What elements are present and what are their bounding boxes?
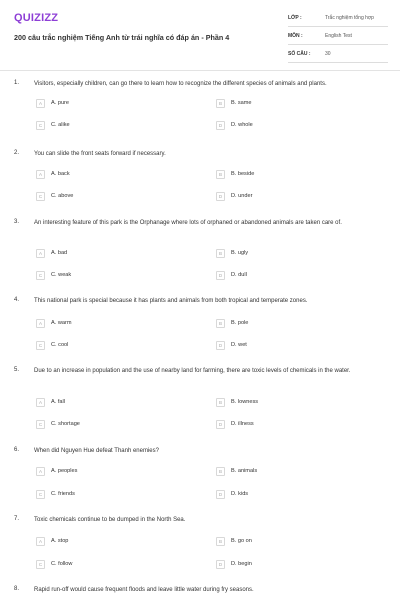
option-letter-box: A <box>36 467 45 476</box>
option-letter-box: C <box>36 192 45 201</box>
option-text: A. warm <box>51 319 72 326</box>
option-text: D. whole <box>231 121 253 128</box>
question-number: 5. <box>14 367 20 373</box>
option-text: B. animals <box>231 467 258 474</box>
option-text: D. kids <box>231 490 249 497</box>
question-number: 3. <box>14 219 20 225</box>
option-letter-box: B <box>216 99 225 108</box>
option-text: D. illness <box>231 420 254 427</box>
question-text: Toxic chemicals continue to be dumped in the North Sea. <box>34 517 186 523</box>
option-text: D. wet <box>231 341 247 348</box>
meta-row-class <box>288 12 388 27</box>
meta-value: Trắc nghiệm tổng hợp <box>325 15 374 21</box>
question-text: When did Nguyen Hue defeat Thanh enemies? <box>34 448 159 454</box>
option-text: B. same <box>231 99 252 106</box>
option-letter-box: C <box>36 420 45 429</box>
meta-row-count <box>288 48 388 63</box>
question-text: You can slide the front seats forward if necessary. <box>34 151 166 157</box>
option-text: D. begin <box>231 560 252 567</box>
option-letter-box: C <box>36 490 45 499</box>
option-letter-box: D <box>216 560 225 569</box>
option-text: B. beside <box>231 170 255 177</box>
option-letter-box: D <box>216 121 225 130</box>
question-number: 1. <box>14 80 20 86</box>
worksheet-header <box>0 0 400 66</box>
question-number: 8. <box>14 586 20 592</box>
option-letter-box: A <box>36 170 45 179</box>
question-text: An interesting feature of this park is the Orphanage where lots of orphaned or abandoned animals are taken care of. <box>34 220 342 226</box>
option-letter-box: D <box>216 341 225 350</box>
meta-table <box>288 12 388 66</box>
option-text: D. under <box>231 192 253 199</box>
quizizz-logo: QUIZIZZ <box>14 12 59 24</box>
option-text: C. follow <box>51 560 73 567</box>
option-text: A. fall <box>51 398 65 405</box>
page-title: 200 câu trắc nghiệm Tiếng Anh từ trái nghĩa có đáp án - Phần 4 <box>14 33 230 42</box>
meta-value: 30 <box>325 51 331 57</box>
meta-row-subject <box>288 30 388 45</box>
option-letter-box: C <box>36 341 45 350</box>
option-text: B. ugly <box>231 249 249 256</box>
question-text: Due to an increase in population and the use of nearby land for farming, there are toxic levels of chemicals in the water. <box>34 368 351 374</box>
option-text: C. alike <box>51 121 70 128</box>
question-number: 2. <box>14 150 20 156</box>
option-letter-box: B <box>216 398 225 407</box>
question-number: 6. <box>14 447 20 453</box>
option-text: A. back <box>51 170 70 177</box>
option-letter-box: B <box>216 467 225 476</box>
option-text: B. lowness <box>231 398 259 405</box>
option-letter-box: C <box>36 121 45 130</box>
option-text: C. shortage <box>51 420 80 427</box>
question-text: Rapid run-off would cause frequent floods and leave little water during fry seasons. <box>34 587 254 593</box>
option-letter-box: A <box>36 319 45 328</box>
option-letter-box: C <box>36 271 45 280</box>
meta-label: SỐ CÂU : <box>288 51 311 57</box>
option-letter-box: B <box>216 249 225 258</box>
option-letter-box: D <box>216 271 225 280</box>
option-letter-box: D <box>216 490 225 499</box>
option-letter-box: A <box>36 249 45 258</box>
option-letter-box: A <box>36 398 45 407</box>
option-letter-box: D <box>216 420 225 429</box>
option-letter-box: A <box>36 537 45 546</box>
option-letter-box: D <box>216 192 225 201</box>
question-text: This national park is special because it has plants and animals from both tropical and temperate zones. <box>34 298 308 304</box>
option-text: A. bad <box>51 249 68 256</box>
option-letter-box: B <box>216 537 225 546</box>
option-letter-box: B <box>216 319 225 328</box>
meta-value: English Test <box>325 33 352 39</box>
question-number: 7. <box>14 516 20 522</box>
option-text: B. go on <box>231 537 252 544</box>
question-text: Visitors, especially children, can go there to learn how to recognize the different species of animals and plants. <box>34 81 327 87</box>
meta-label: LỚP : <box>288 15 302 21</box>
option-text: C. weak <box>51 271 72 278</box>
option-text: A. pure <box>51 99 70 106</box>
option-letter-box: A <box>36 99 45 108</box>
option-text: B. pole <box>231 319 249 326</box>
option-text: D. dull <box>231 271 247 278</box>
option-text: C. above <box>51 192 74 199</box>
option-text: A. stop <box>51 537 69 544</box>
header-divider <box>0 70 400 71</box>
meta-label: MÔN : <box>288 33 303 39</box>
option-letter-box: B <box>216 170 225 179</box>
option-text: A. peoples <box>51 467 78 474</box>
option-text: C. cool <box>51 341 69 348</box>
option-text: C. friends <box>51 490 75 497</box>
option-letter-box: C <box>36 560 45 569</box>
question-number: 4. <box>14 297 20 303</box>
